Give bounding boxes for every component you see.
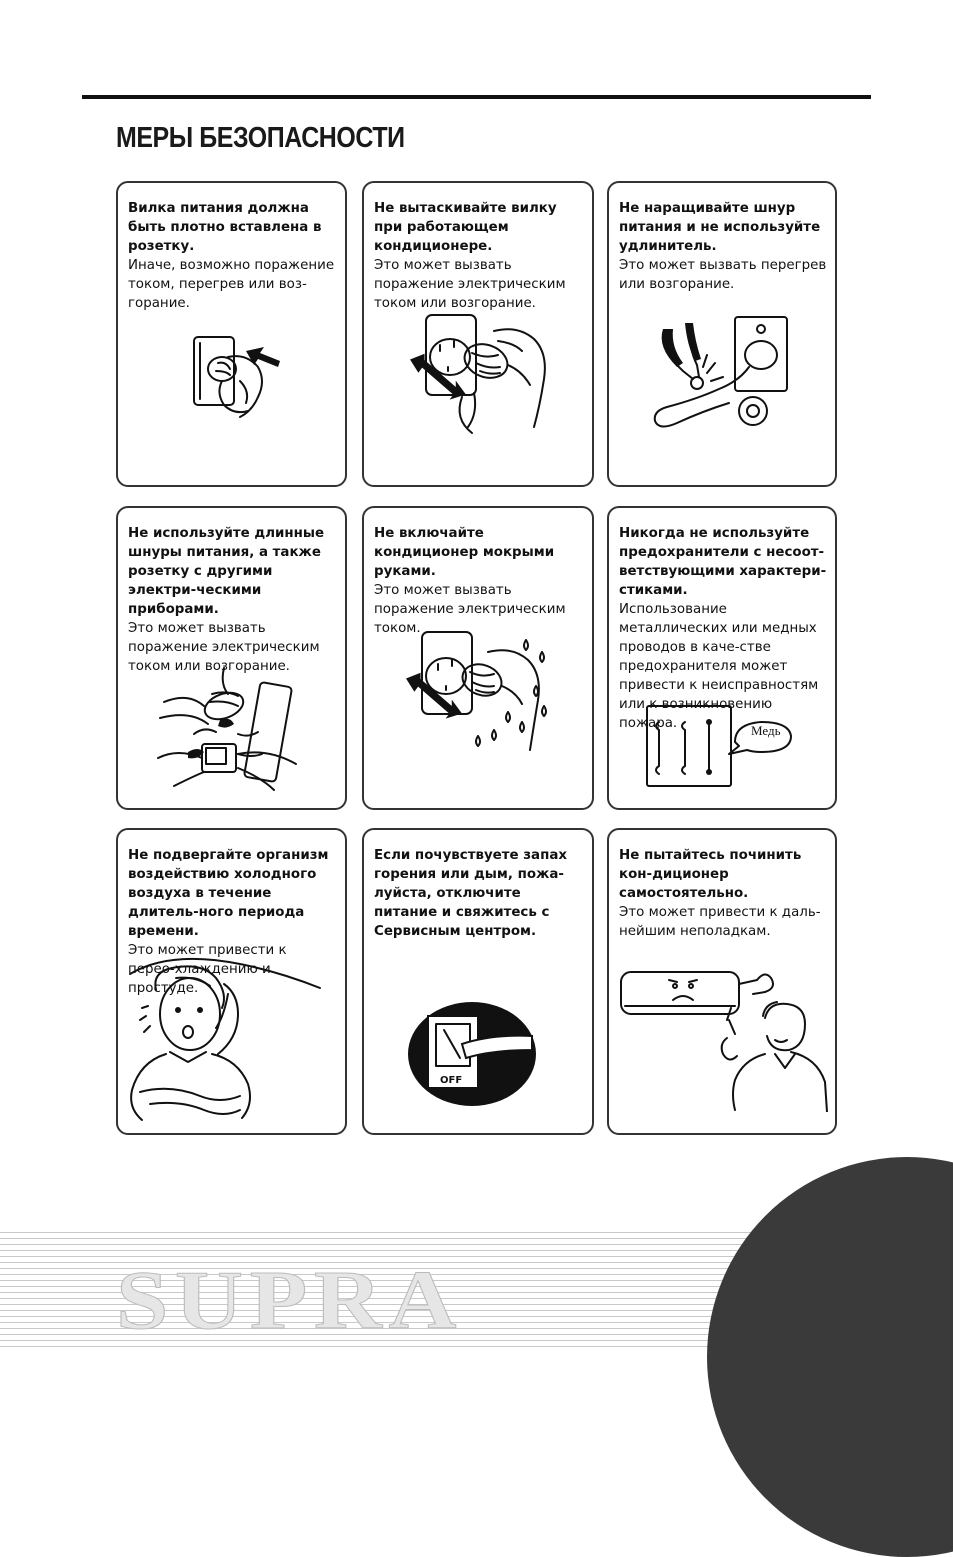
overloaded-socket-icon: [154, 658, 314, 798]
cold-person-icon: [126, 954, 331, 1124]
safety-card-plug-insert: [116, 181, 347, 487]
card-warning: Не включайте кондиционер мокрыми руками.: [374, 526, 555, 579]
card-explanation: Это может вызвать перегрев или возгорание.: [619, 258, 827, 292]
card-explanation: Это может вызвать поражение электрическим током или возгорание.: [374, 258, 566, 311]
card-warning: Не вытаскивайте вилку при работающем кондиционере.: [374, 201, 557, 254]
safety-card-self-repair: [607, 828, 837, 1135]
card-warning: Не подвергайте организм воздействию холодного воздуха в течение длитель-ного периода времени.: [128, 848, 329, 939]
card-warning: Не пытайтесь починить кон-диционер самостоятельно.: [619, 848, 802, 901]
wet-hand-icon: [398, 626, 558, 756]
copper-label: Медь: [751, 723, 781, 738]
card-warning: Никогда не используйте предохранители с несоот-ветствующими характери-стиками.: [619, 526, 827, 598]
plug-pull-icon: [398, 301, 558, 441]
corner-circle: [707, 1157, 953, 1557]
safety-card-long-cords: [116, 506, 347, 810]
off-label: OFF: [440, 1075, 463, 1086]
card-warning: Вилка питания должна быть плотно вставлена в розетку.: [128, 201, 322, 254]
fuse-box-icon: [643, 702, 803, 792]
card-warning: Не наращивайте шнур питания и не используйте удлинитель.: [619, 201, 821, 254]
card-explanation: Использование металлических или медных проводов в каче-стве предохранителя может привести к неисправностям или к возникновению пожара.: [619, 602, 819, 731]
brand-logo: SUPRA: [116, 1254, 464, 1347]
page-title: МЕРЫ БЕЗОПАСНОСТИ: [116, 122, 405, 154]
safety-card-plug-pull: [362, 181, 594, 487]
top-rule: [82, 95, 871, 99]
card-warning: Если почувствуете запах горения или дым, пожа-луйста, отключите питание и свяжитесь с Сервисным центром.: [374, 848, 568, 939]
pliers-cable-icon: [649, 311, 809, 441]
safety-card-extension: [607, 181, 837, 487]
repairman-icon: [615, 962, 830, 1112]
card-explanation: Это может вызвать поражение электрическим током.: [374, 583, 566, 636]
card-explanation: Иначе, возможно поражение током, перегрев или воз-горание.: [128, 258, 335, 311]
safety-card-fuses: [607, 506, 837, 810]
card-explanation: Это может привести к даль-нейшим неполадкам.: [619, 905, 821, 939]
card-explanation: Это может вызвать поражение электрическим током или возгорание.: [128, 621, 320, 674]
safety-card-wet-hands: [362, 506, 594, 810]
safety-card-cold-air: [116, 828, 347, 1135]
card-warning: Не используйте длинные шнуры питания, а также розетку с другими электри-ческими приборами.: [128, 526, 325, 617]
safety-card-smoke: [362, 828, 594, 1135]
card-explanation: Это может привести к перео-хлаждению и простуде.: [128, 943, 287, 996]
switch-off-icon: [406, 1000, 536, 1110]
plug-insert-icon: [188, 323, 298, 433]
